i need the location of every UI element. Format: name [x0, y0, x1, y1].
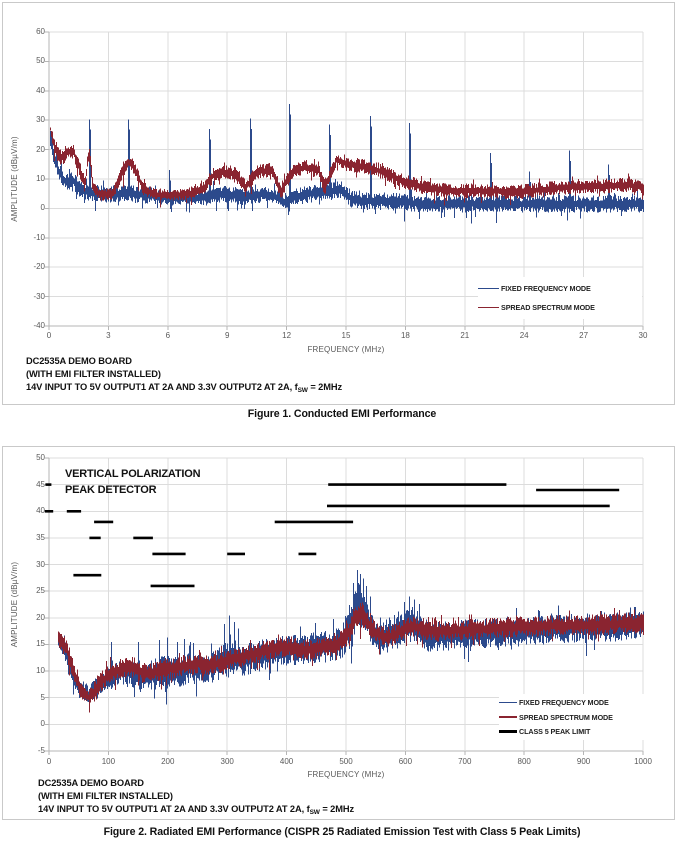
x-tick-label: 18 — [400, 331, 410, 340]
y-tick-label: 15 — [36, 639, 45, 649]
figure2-caption: Figure 2. Radiated EMI Performance (CISPR 25 Radiated Emission Test with Class 5 Peak Limits) — [103, 826, 581, 838]
x-tick-label: 400 — [279, 757, 294, 766]
figure2-legend — [499, 694, 645, 740]
x-tick-label: 200 — [161, 757, 175, 766]
y-tick-label: 0 — [40, 203, 45, 213]
annotation-line: VERTICAL POLARIZATION — [65, 468, 201, 480]
legend-label: FIXED FREQUENCY MODE — [501, 284, 591, 293]
y-tick-label: 50 — [36, 56, 45, 66]
y-tick-label: 40 — [36, 506, 45, 516]
note-line: (WITH EMI FILTER INSTALLED) — [26, 369, 161, 380]
y-tick-label: 45 — [36, 479, 45, 489]
x-tick-label: 100 — [101, 757, 116, 766]
x-tick-label: 15 — [341, 331, 351, 340]
legend-item — [499, 695, 645, 710]
y-tick-label: 60 — [36, 27, 45, 36]
x-tick-label: 24 — [519, 331, 529, 340]
y-tick-label: -10 — [33, 232, 45, 242]
y-tick-label: -5 — [37, 746, 45, 755]
x-tick-label: 12 — [282, 331, 292, 340]
note-line: DC2535A DEMO BOARD — [38, 778, 144, 788]
x-tick-label: 1000 — [634, 757, 652, 766]
x-tick-label: 21 — [460, 331, 470, 340]
x-tick-label: 900 — [576, 757, 591, 766]
note-line: (WITH EMI FILTER INSTALLED) — [38, 791, 173, 802]
x-tick-label: 9 — [224, 331, 230, 340]
x-tick-label: 0 — [46, 757, 52, 766]
legend-label: SPREAD SPECTRUM MODE — [501, 303, 595, 312]
figure2-y-axis-title: AMPLITUDE (dBµV/m) — [10, 561, 19, 648]
x-tick-label: 800 — [517, 757, 531, 766]
subscript-sw: SW — [309, 809, 320, 817]
y-tick-label: 10 — [36, 666, 45, 676]
y-tick-label: 30 — [36, 559, 45, 569]
note-line: DC2535A DEMO BOARD — [26, 356, 132, 366]
x-tick-label: 0 — [46, 331, 52, 340]
y-tick-label: 20 — [36, 612, 45, 622]
y-tick-label: -30 — [33, 291, 45, 301]
y-tick-label: 0 — [40, 719, 45, 729]
y-tick-label: 5 — [40, 692, 45, 702]
legend-label: SPREAD SPECTRUM MODE — [519, 712, 613, 722]
spread-spectrum-legend-swatch — [478, 307, 499, 309]
legend-label: FIXED FREQUENCY MODE — [519, 698, 609, 707]
subscript-sw: SW — [297, 387, 308, 395]
x-tick-label: 600 — [398, 757, 413, 766]
legend-item — [478, 279, 642, 298]
figure1-caption: Figure 1. Conducted EMI Performance — [247, 408, 437, 420]
x-tick-label: 500 — [339, 757, 353, 766]
y-tick-label: -40 — [33, 321, 45, 330]
figure1-test-conditions — [26, 355, 342, 398]
figure2-x-axis-title: FREQUENCY (MHz) — [307, 770, 385, 779]
x-tick-label: 3 — [106, 331, 111, 340]
y-tick-label: 20 — [36, 144, 45, 154]
spread-spectrum-legend-swatch — [499, 716, 517, 718]
y-tick-label: -20 — [33, 262, 45, 272]
figure1-x-axis-title: FREQUENCY (MHz) — [307, 345, 385, 354]
note-line: 14V INPUT TO 5V OUTPUT1 AT 2A AND 3.3V OUTPUT2 AT 2A, $f_{SW} = 2MHz$ — [26, 382, 343, 395]
figure2-test-conditions — [38, 777, 354, 820]
x-tick-label: 6 — [165, 331, 171, 340]
fixed-frequency-legend-swatch — [478, 288, 499, 290]
y-tick-label: 30 — [36, 115, 45, 125]
legend-item — [499, 724, 645, 739]
x-tick-label: 300 — [220, 757, 234, 766]
y-tick-label: 25 — [36, 586, 45, 596]
note-line: 14V INPUT TO 5V OUTPUT1 AT 2A AND 3.3V OUTPUT2 AT 2A, $f_{SW} = 2MHz$ — [38, 804, 355, 817]
x-tick-label: 700 — [458, 757, 472, 766]
fixed-frequency-legend-swatch — [499, 702, 517, 704]
y-tick-label: 40 — [36, 85, 45, 95]
legend-item — [499, 710, 645, 725]
figure2-annotation — [65, 467, 200, 498]
class5-limit-legend-swatch — [499, 730, 517, 733]
figure1-legend — [478, 277, 642, 319]
y-tick-label: 50 — [36, 453, 45, 462]
x-tick-label: 30 — [638, 331, 648, 340]
figure1-y-axis-title: AMPLITUDE (dBµV/m) — [10, 136, 19, 222]
y-tick-label: 35 — [36, 532, 45, 542]
x-tick-label: 27 — [579, 331, 589, 340]
annotation-line: PEAK DETECTOR — [65, 483, 157, 496]
legend-item — [478, 298, 642, 317]
legend-label: CLASS 5 PEAK LIMIT — [519, 727, 591, 736]
y-tick-label: 10 — [36, 174, 45, 183]
